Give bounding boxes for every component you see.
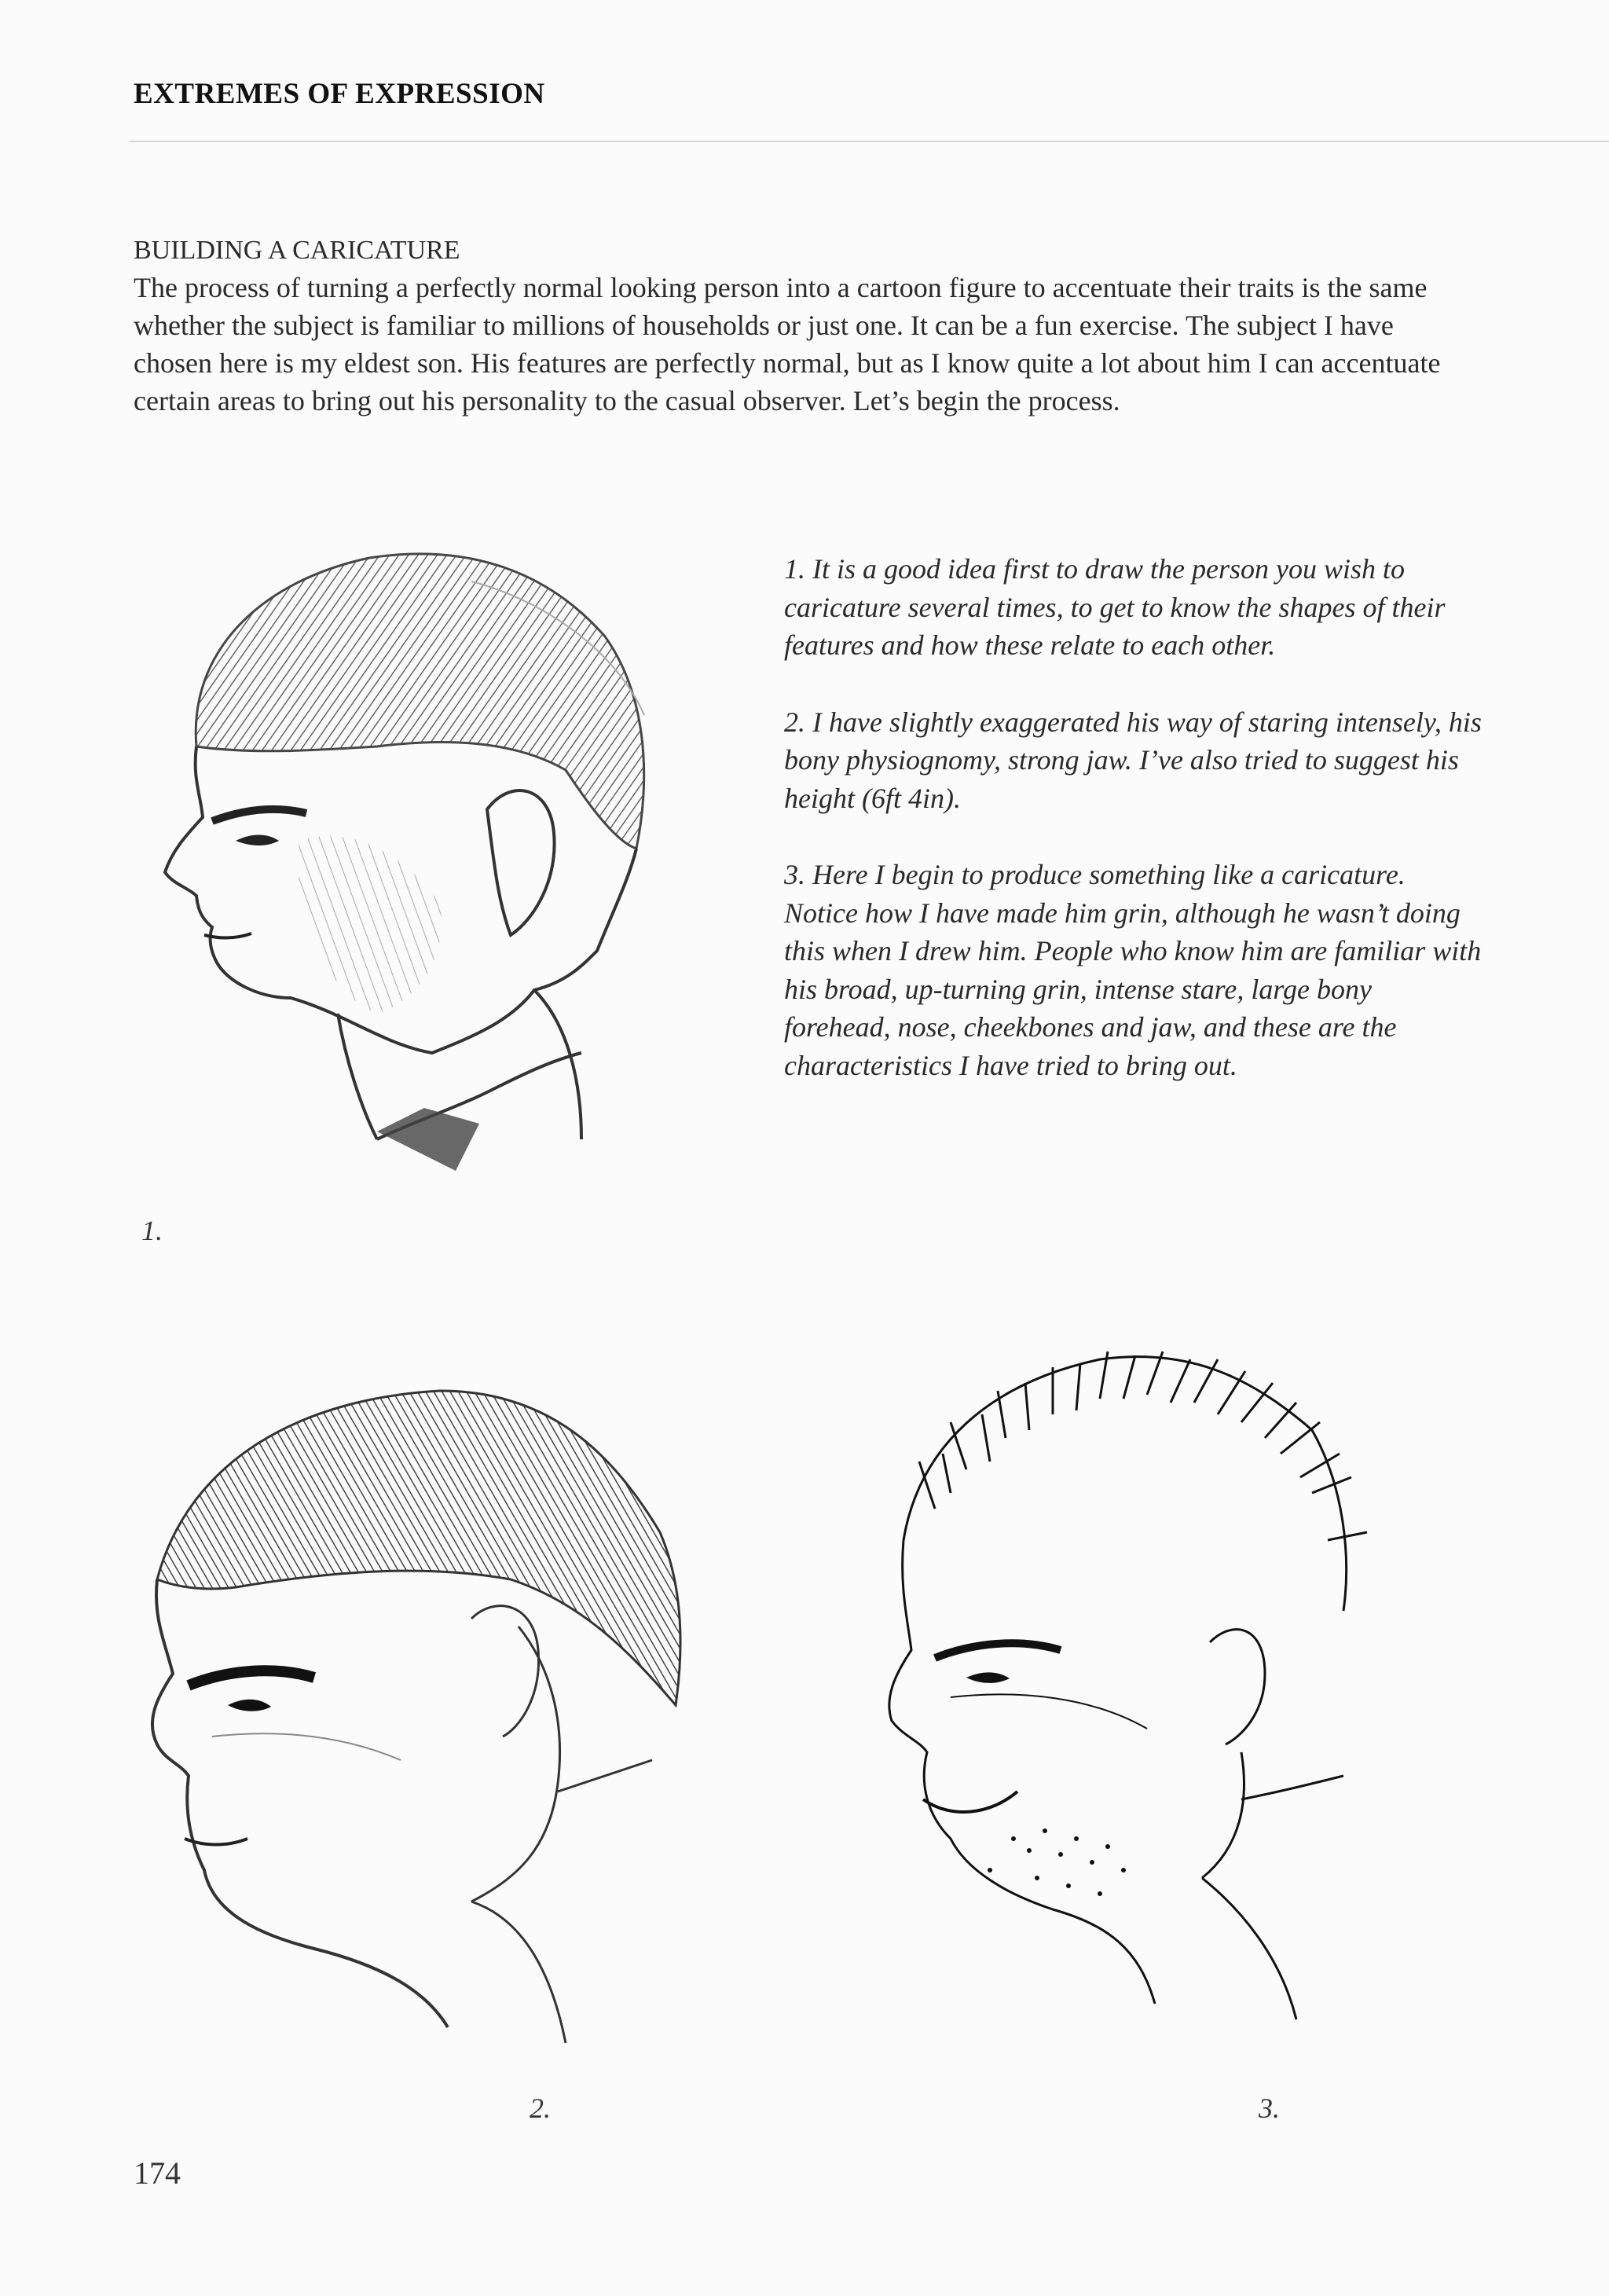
running-header: EXTREMES OF EXPRESSION <box>134 78 545 110</box>
step-caption-2: 2. I have slightly exaggerated his way of staring intensely, his bony physiognomy, strong jaw. I’ve also tried to suggest his height (6ft 4in). <box>784 706 1482 814</box>
step-captions <box>784 550 1483 1123</box>
figure-label-1: 1. <box>141 1215 163 1246</box>
figure-label-2: 2. <box>530 2092 551 2124</box>
figure-label-3: 3. <box>1259 2092 1280 2124</box>
portrait-sketch-3 <box>872 1328 1375 2082</box>
step-caption-3: 3. Here I begin to produce something like a caricature. Notice how I have made him grin, although he wasn’t doing this when I drew him. People who know him are familiar with his broad, up-turning grin, intense stare, large bony forehead, nose, cheekbones and jaw, and these are the characteristics I have tried to bring out. <box>784 859 1482 1081</box>
step-caption-1: 1. It is a good idea first to draw the person you wish to caricature several times, to get to know the shapes of their features and how these relate to each other. <box>784 553 1446 661</box>
section-title: BUILDING A CARICATURE <box>134 236 460 265</box>
portrait-sketch-2 <box>141 1367 707 2090</box>
page-number: 174 <box>134 2155 181 2191</box>
header-divider <box>130 141 1609 142</box>
portrait-sketch-1 <box>141 511 676 1218</box>
intro-paragraph: The process of turning a perfectly normal looking person into a cartoon figure to accentuate their traits is the same whether the subject is familiar to millions of households or just one. It can be a fun exercise. The subject I have chosen here is my eldest son. His features are perfectly normal, but as I know quite a lot about him I can accentuate certain areas to bring out his personality to the casual observer. Let’s begin the process. <box>134 272 1441 416</box>
